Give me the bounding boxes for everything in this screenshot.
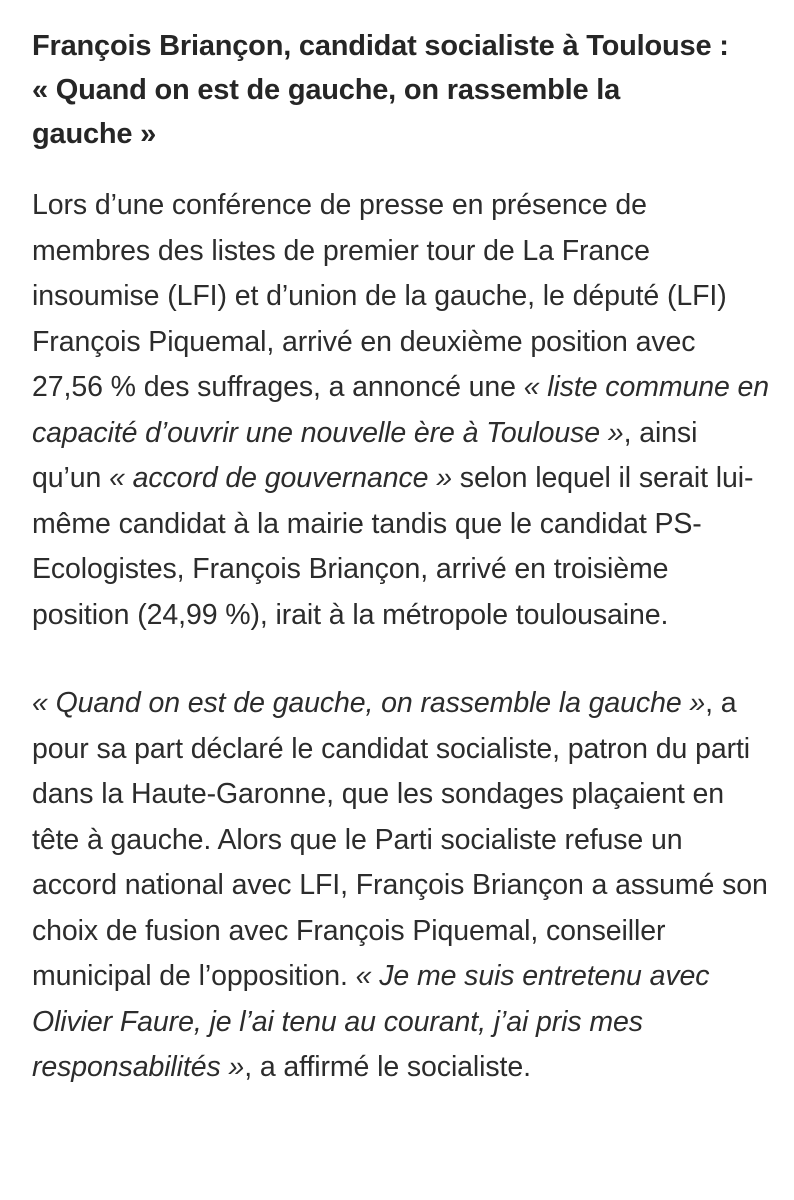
quote-rassemble-gauche: « Quand on est de gauche, on rassemble la gauche » [32, 687, 706, 719]
paragraph-2-text-a: , a pour sa part déclaré le candidat socialiste, patron du parti dans la Haute-Garonne, que les sondages plaçaient en tête à gauche. Alors que le Parti socialiste refuse un accord national avec LFI, François Briançon a assumé son choix de fusion avec François Piquemal, conseiller municipal de l’opposition. [32, 687, 768, 992]
article [32, 24, 772, 1091]
quote-accord-gouvernance: « accord de gouvernance » [109, 462, 452, 494]
paragraph-1-text-b: , ainsi qu’un [32, 416, 698, 494]
paragraph-2 [32, 681, 772, 1091]
paragraph-1 [32, 183, 772, 638]
headline-line-2: « Quand on est de gauche, on rassemble la [32, 74, 621, 106]
quote-liste-commune: « liste commune en capacité d’ouvrir une nouvelle ère à Toulouse » [32, 371, 770, 449]
headline-line-1: François Briançon, candidat socialiste à Toulouse : [32, 30, 729, 62]
headline-line-3: gauche » [32, 118, 157, 150]
paragraph-2-text-b: , a affirmé le socialiste. [244, 1051, 531, 1083]
quote-olivier-faure: « Je me suis entretenu avec Olivier Faure, je l’ai tenu au courant, j’ai pris mes responsabilités » [32, 960, 710, 1083]
paragraph-1-text-a: Lors d’une conférence de presse en présence de membres des listes de premier tour de La France insoumise (LFI) et d’union de la gauche, le député (LFI) François Piquemal, arrivé en deuxième position avec 27,56 % des suffrages, a annoncé une [32, 189, 727, 403]
paragraph-1-text-c: selon lequel il serait lui-même candidat à la mairie tandis que le candidat PS-Ecologistes, François Briançon, arrivé en troisième position (24,99 %), irait à la métropole toulousaine. [32, 462, 754, 631]
article-headline [32, 24, 772, 156]
